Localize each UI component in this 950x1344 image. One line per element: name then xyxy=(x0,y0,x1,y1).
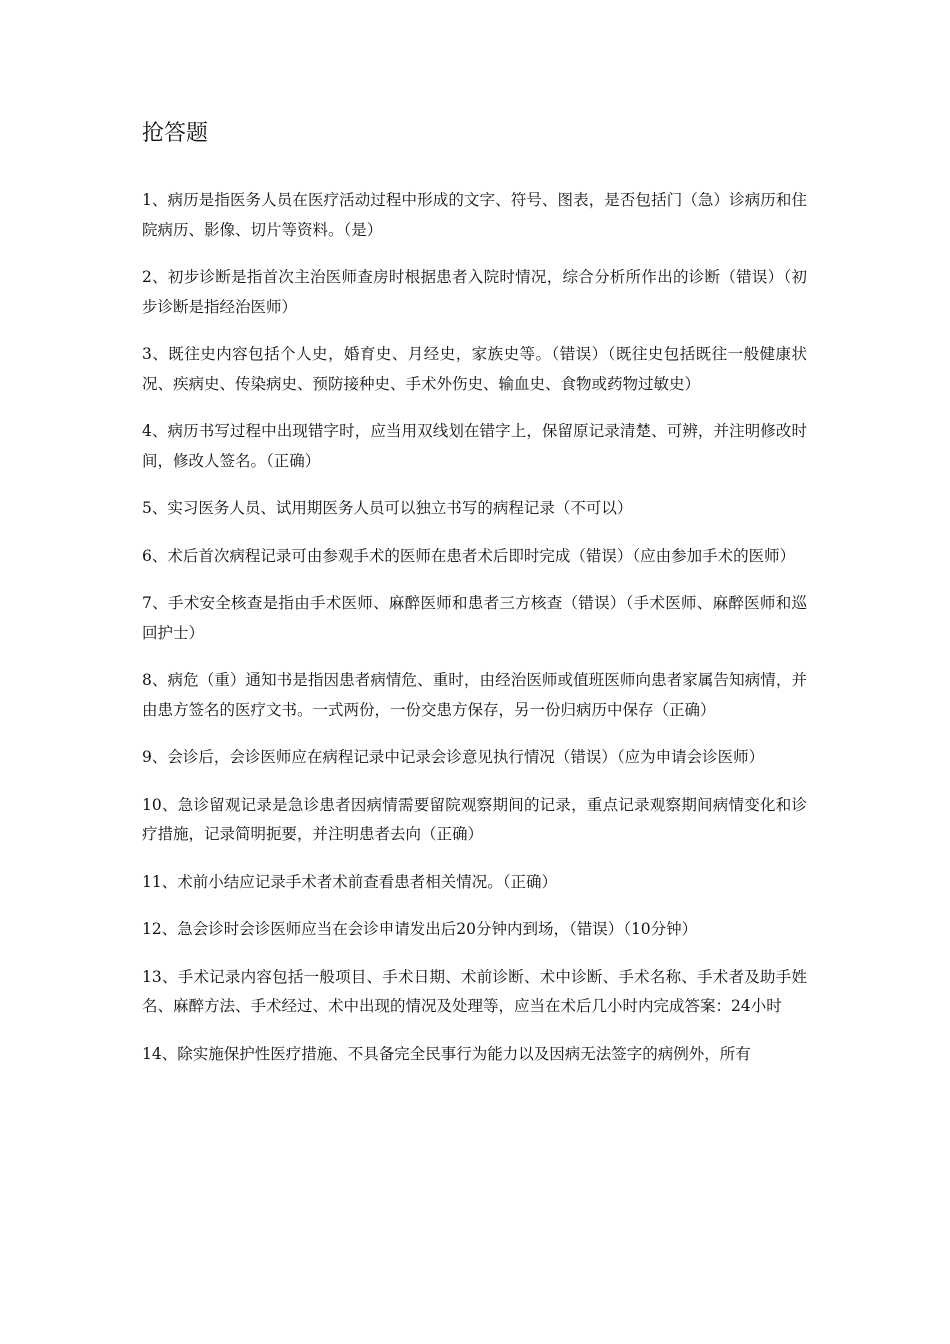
question-item-7: 7、手术安全核查是指由手术医师、麻醉医师和患者三方核查（错误）（手术医师、麻醉医师和巡回护士） xyxy=(142,594,807,642)
question-item-6: 6、术后首次病程记录可由参观手术的医师在患者术后即时完成（错误）（应由参加手术的医师） xyxy=(142,546,796,565)
question-item-12: 12、急会诊时会诊医师应当在会诊申请发出后20分钟内到场，（错误）（10分钟） xyxy=(142,920,698,938)
question-item-11: 11、术前小结应记录手术者术前查看患者相关情况。（正确） xyxy=(142,872,557,891)
question-item-5: 5、实习医务人员、试用期医务人员可以独立书写的病程记录（不可以） xyxy=(142,499,633,517)
question-list xyxy=(142,186,807,1069)
document-page xyxy=(142,118,807,1087)
question-item-1: 1、病历是指医务人员在医疗活动过程中形成的文字、符号、图表，是否包括门（急）诊病历和住院病历、影像、切片等资料。（是） xyxy=(142,191,807,239)
question-item-8: 8、病危（重）通知书是指因患者病情危、重时，由经治医师或值班医师向患者家属告知病情，并由患方签名的医疗文书。一式两份，一份交患方保存，另一份归病历中保存（正确） xyxy=(142,671,807,719)
question-item-13: 13、手术记录内容包括一般项目、手术日期、术前诊断、术中诊断、手术名称、手术者及助手姓名、麻醉方法、手术经过、术中出现的情况及处理等，应当在术后几小时内完成答案：24小时 xyxy=(142,967,807,1015)
question-item-10: 10、急诊留观记录是急诊患者因病情需要留院观察期间的记录，重点记录观察期间病情变化和诊疗措施，记录简明扼要，并注明患者去向（正确） xyxy=(142,795,807,843)
question-item-2: 2、初步诊断是指首次主治医师查房时根据患者入院时情况，综合分析所作出的诊断（错误）（初步诊断是指经治医师） xyxy=(142,268,807,316)
question-item-14: 14、除实施保护性医疗措施、不具备完全民事行为能力以及因病无法签字的病例外，所有 xyxy=(142,1044,751,1063)
question-item-3: 3、既往史内容包括个人史，婚育史、月经史，家族史等。（错误）（既往史包括既往一般健康状况、疾病史、传染病史、预防接种史、手术外伤史、输血史、食物或药物过敏史） xyxy=(142,345,807,393)
question-item-9: 9、会诊后，会诊医师应在病程记录中记录会诊意见执行情况（错误）（应为申请会诊医师） xyxy=(142,748,765,766)
document-title: 抢答题 xyxy=(142,121,209,146)
question-item-4: 4、病历书写过程中出现错字时，应当用双线划在错字上，保留原记录清楚、可辨，并注明修改时间，修改人签名。（正确） xyxy=(142,422,807,470)
